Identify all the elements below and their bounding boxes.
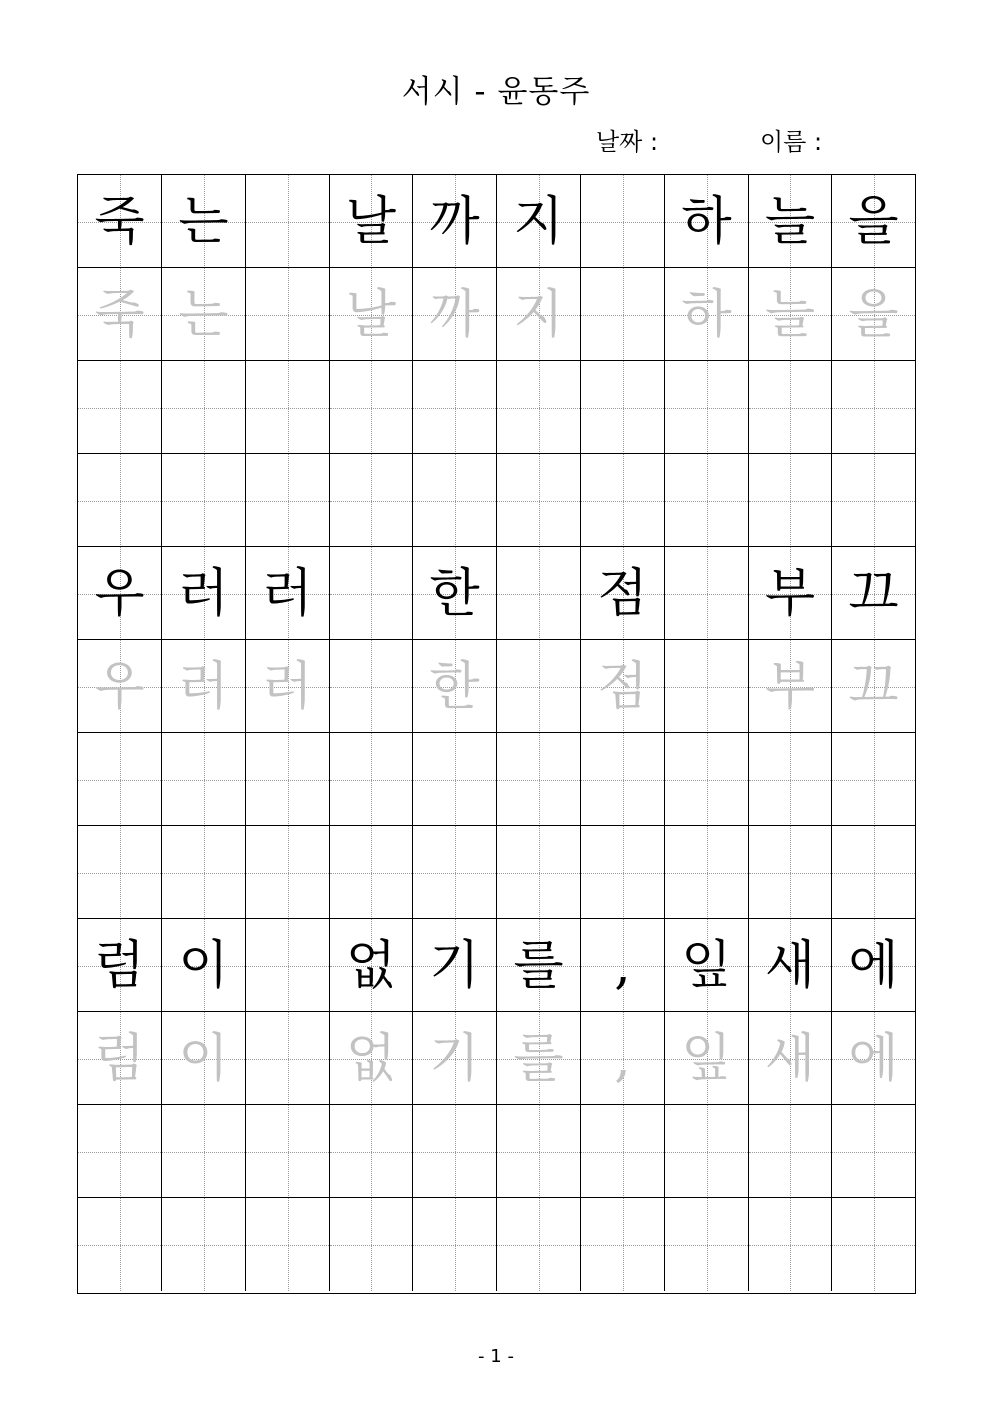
grid-cell (246, 1012, 330, 1105)
model-character: 이 (178, 935, 229, 996)
grid-cell (162, 547, 246, 640)
grid-cell[interactable] (246, 733, 330, 826)
grid-cell (246, 175, 330, 268)
model-character: 점 (597, 563, 648, 624)
model-character: 러 (262, 563, 313, 624)
trace-character: 까 (429, 284, 480, 345)
trace-character: 늘 (764, 284, 816, 345)
grid-cell[interactable] (832, 733, 915, 826)
grid-cell[interactable] (497, 1198, 581, 1291)
grid-cell (78, 547, 162, 640)
model-character: 하 (681, 191, 732, 252)
trace-character: 러 (262, 656, 313, 717)
grid-cell (413, 547, 497, 640)
grid-cell (413, 175, 497, 268)
model-character: 지 (513, 191, 564, 252)
grid-cell (330, 175, 413, 268)
grid-cell[interactable] (581, 1105, 665, 1198)
grid-cell[interactable] (78, 1105, 162, 1198)
grid-cell (581, 268, 665, 361)
trace-row (78, 639, 915, 733)
model-character: 우 (94, 563, 145, 624)
grid-cell[interactable] (832, 454, 915, 547)
date-label: 날짜 : (596, 128, 659, 156)
model-row (78, 546, 915, 640)
grid-cell (413, 268, 497, 361)
grid-cell (497, 640, 581, 733)
trace-character: 끄 (848, 656, 899, 717)
grid-cell (581, 640, 665, 733)
grid-cell[interactable] (330, 1198, 413, 1291)
grid-cell (497, 1012, 581, 1105)
trace-character: 한 (429, 656, 480, 717)
trace-row (78, 1011, 915, 1105)
model-character: 죽 (94, 191, 145, 252)
grid-cell (162, 1012, 246, 1105)
grid-cell[interactable] (78, 733, 162, 826)
trace-character: 에 (848, 1028, 899, 1089)
trace-row (78, 267, 915, 361)
grid-cell[interactable] (413, 733, 497, 826)
grid-cell[interactable] (749, 733, 832, 826)
grid-cell[interactable] (413, 1198, 497, 1291)
grid-cell (665, 547, 749, 640)
grid-cell[interactable] (581, 1198, 665, 1291)
trace-character: 부 (764, 656, 816, 717)
grid-cell[interactable] (162, 826, 246, 919)
grid-cell[interactable] (497, 733, 581, 826)
grid-cell (246, 268, 330, 361)
grid-cell[interactable] (413, 1105, 497, 1198)
name-label: 이름 : (760, 128, 823, 156)
grid-cell (749, 175, 832, 268)
trace-character: 를 (513, 1028, 564, 1089)
grid-cell (832, 268, 915, 361)
grid-cell[interactable] (330, 361, 413, 454)
grid-cell (832, 175, 915, 268)
trace-character: 기 (429, 1028, 480, 1089)
grid-cell (665, 919, 749, 1012)
grid-cell (246, 640, 330, 733)
grid-cell[interactable] (581, 454, 665, 547)
grid-cell[interactable] (246, 454, 330, 547)
trace-character: 이 (178, 1028, 229, 1089)
grid-cell[interactable] (832, 1198, 915, 1291)
grid-cell[interactable] (665, 733, 749, 826)
grid-cell (581, 919, 665, 1012)
trace-character: 을 (848, 284, 899, 345)
grid-cell[interactable] (749, 454, 832, 547)
trace-character: 하 (681, 284, 732, 345)
grid-cell (497, 919, 581, 1012)
model-character: 부 (764, 563, 816, 624)
grid-cell[interactable] (665, 1105, 749, 1198)
grid-cell[interactable] (581, 361, 665, 454)
grid-cell[interactable] (581, 733, 665, 826)
grid-cell (78, 268, 162, 361)
model-character: 없 (345, 935, 397, 996)
grid-cell (330, 268, 413, 361)
model-character: 기 (429, 935, 480, 996)
grid-cell[interactable] (832, 826, 915, 919)
grid-cell (78, 640, 162, 733)
model-character: 새 (764, 935, 816, 996)
grid-cell (330, 640, 413, 733)
model-row (78, 918, 915, 1012)
grid-cell (665, 640, 749, 733)
grid-cell (78, 175, 162, 268)
grid-cell[interactable] (162, 454, 246, 547)
grid-cell (78, 919, 162, 1012)
grid-cell[interactable] (749, 826, 832, 919)
model-character: 러 (178, 563, 229, 624)
blank-row (78, 453, 915, 547)
grid-cell (581, 547, 665, 640)
grid-cell (162, 175, 246, 268)
model-row (78, 175, 915, 268)
grid-cell (413, 919, 497, 1012)
trace-character: 지 (513, 284, 564, 345)
trace-character: 잎 (681, 1028, 732, 1089)
grid-cell (413, 1012, 497, 1105)
grid-cell[interactable] (497, 454, 581, 547)
page-title: 서시 - 윤동주 (401, 74, 591, 110)
grid-cell (665, 1012, 749, 1105)
trace-character: 러 (178, 656, 229, 717)
grid-cell[interactable] (78, 826, 162, 919)
grid-cell (413, 640, 497, 733)
grid-cell[interactable] (497, 361, 581, 454)
grid-cell (581, 1012, 665, 1105)
grid-cell[interactable] (330, 826, 413, 919)
grid-cell[interactable] (832, 361, 915, 454)
grid-cell (749, 1012, 832, 1105)
model-character: 는 (178, 191, 229, 252)
grid-cell[interactable] (749, 1105, 832, 1198)
grid-cell[interactable] (162, 1198, 246, 1291)
blank-row (78, 360, 915, 454)
grid-cell[interactable] (497, 826, 581, 919)
grid-cell[interactable] (749, 1198, 832, 1291)
model-character: 늘 (764, 191, 816, 252)
grid-cell (246, 919, 330, 1012)
trace-character: 새 (764, 1028, 816, 1089)
grid-cell[interactable] (162, 733, 246, 826)
trace-character: 는 (178, 284, 229, 345)
grid-cell (749, 547, 832, 640)
grid-cell (162, 268, 246, 361)
grid-cell[interactable] (162, 1105, 246, 1198)
grid-cell (330, 547, 413, 640)
grid-cell[interactable] (665, 361, 749, 454)
model-character: 를 (513, 935, 564, 996)
grid-cell[interactable] (246, 1198, 330, 1291)
grid-cell (665, 175, 749, 268)
trace-character: , (614, 1028, 631, 1089)
grid-cell (832, 919, 915, 1012)
model-character: 끄 (848, 563, 899, 624)
grid-cell (162, 640, 246, 733)
grid-cell (246, 547, 330, 640)
model-character: 날 (345, 191, 397, 252)
grid-cell[interactable] (497, 1105, 581, 1198)
blank-row (78, 732, 915, 826)
grid-cell (749, 268, 832, 361)
grid-cell (78, 1012, 162, 1105)
grid-cell (497, 268, 581, 361)
grid-cell[interactable] (665, 826, 749, 919)
model-character: 한 (429, 563, 480, 624)
trace-character: 점 (597, 656, 648, 717)
grid-cell[interactable] (581, 826, 665, 919)
trace-character: 우 (94, 656, 145, 717)
model-character: , (614, 935, 631, 996)
grid-cell (665, 268, 749, 361)
page-number: - 1 - (478, 1346, 514, 1367)
grid-cell[interactable] (665, 1198, 749, 1291)
grid-cell[interactable] (330, 454, 413, 547)
grid-cell[interactable] (749, 361, 832, 454)
grid-cell[interactable] (162, 361, 246, 454)
grid-cell[interactable] (330, 1105, 413, 1198)
grid-cell[interactable] (832, 1105, 915, 1198)
grid-cell[interactable] (78, 454, 162, 547)
model-character: 잎 (681, 935, 732, 996)
grid-cell (497, 547, 581, 640)
grid-cell (832, 547, 915, 640)
grid-cell[interactable] (246, 361, 330, 454)
model-character: 에 (848, 935, 899, 996)
grid-cell (749, 919, 832, 1012)
grid-cell[interactable] (413, 826, 497, 919)
grid-cell[interactable] (78, 1198, 162, 1291)
model-character: 까 (429, 191, 480, 252)
blank-row (78, 825, 915, 919)
grid-cell[interactable] (665, 454, 749, 547)
meta-line (0, 122, 992, 156)
grid-cell[interactable] (413, 454, 497, 547)
grid-cell[interactable] (330, 733, 413, 826)
grid-cell[interactable] (413, 361, 497, 454)
writing-grid (77, 174, 916, 1294)
grid-cell (330, 919, 413, 1012)
grid-cell[interactable] (78, 361, 162, 454)
grid-cell (832, 1012, 915, 1105)
trace-character: 죽 (94, 284, 145, 345)
model-character: 럼 (94, 935, 145, 996)
grid-cell (330, 1012, 413, 1105)
blank-row (78, 1104, 915, 1198)
blank-row (78, 1197, 915, 1291)
grid-cell[interactable] (246, 826, 330, 919)
grid-cell (497, 175, 581, 268)
trace-character: 날 (345, 284, 397, 345)
grid-cell (581, 175, 665, 268)
grid-cell (162, 919, 246, 1012)
model-character: 을 (848, 191, 899, 252)
grid-cell[interactable] (246, 1105, 330, 1198)
trace-character: 없 (345, 1028, 397, 1089)
trace-character: 럼 (94, 1028, 145, 1089)
grid-cell (832, 640, 915, 733)
grid-cell (749, 640, 832, 733)
